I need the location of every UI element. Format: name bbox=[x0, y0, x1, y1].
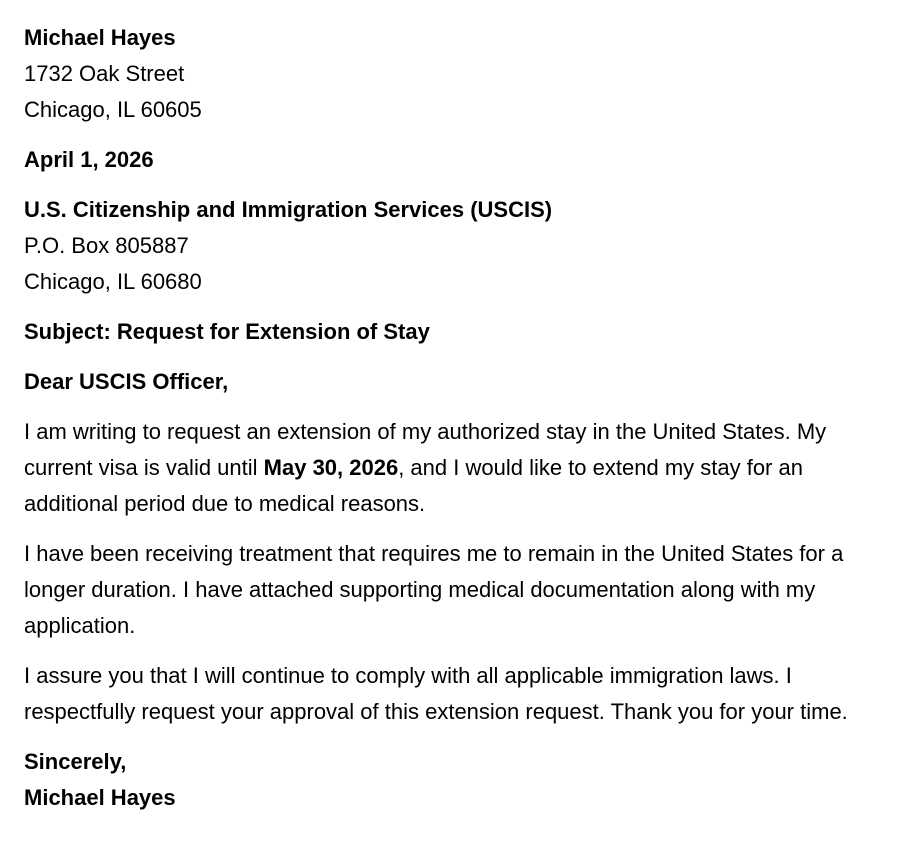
sender-name: Michael Hayes bbox=[24, 25, 176, 50]
body-paragraph-3: I assure you that I will continue to comply with all applicable immigration laws. I respectfully request your approval of this extension request. Thank you for your time. bbox=[24, 663, 848, 724]
recipient-address-line1: P.O. Box 805887 bbox=[24, 233, 189, 258]
sender-address-line2: Chicago, IL 60605 bbox=[24, 97, 202, 122]
salutation: Dear USCIS Officer, bbox=[24, 369, 229, 394]
recipient-address-block bbox=[24, 192, 852, 300]
recipient-address-line2: Chicago, IL 60680 bbox=[24, 269, 202, 294]
date-block bbox=[24, 142, 852, 178]
subject-line: Subject: Request for Extension of Stay bbox=[24, 319, 430, 344]
paragraph-1-text-before: I am writing to request an extension of my authorized stay in the United States. My current visa is valid until bbox=[24, 419, 827, 480]
subject-line-block bbox=[24, 314, 852, 350]
letter-date: April 1, 2026 bbox=[24, 147, 154, 172]
closing-block bbox=[24, 744, 852, 816]
sender-address-block bbox=[24, 20, 852, 128]
visa-expiry-date: May 30, 2026 bbox=[263, 455, 399, 480]
body-paragraph-1 bbox=[24, 414, 852, 522]
recipient-name: U.S. Citizenship and Immigration Services (USCIS) bbox=[24, 197, 553, 222]
sender-address-line1: 1732 Oak Street bbox=[24, 61, 185, 86]
paragraph-1-text-after: , and I would like to extend my stay for an additional period due to medical reasons. bbox=[24, 455, 803, 516]
body-paragraph-2: I have been receiving treatment that requires me to remain in the United States for a longer duration. I have attached supporting medical documentation along with my application. bbox=[24, 541, 844, 638]
valediction: Sincerely, bbox=[24, 749, 127, 774]
signature-name: Michael Hayes bbox=[24, 785, 176, 810]
salutation-block bbox=[24, 364, 852, 400]
